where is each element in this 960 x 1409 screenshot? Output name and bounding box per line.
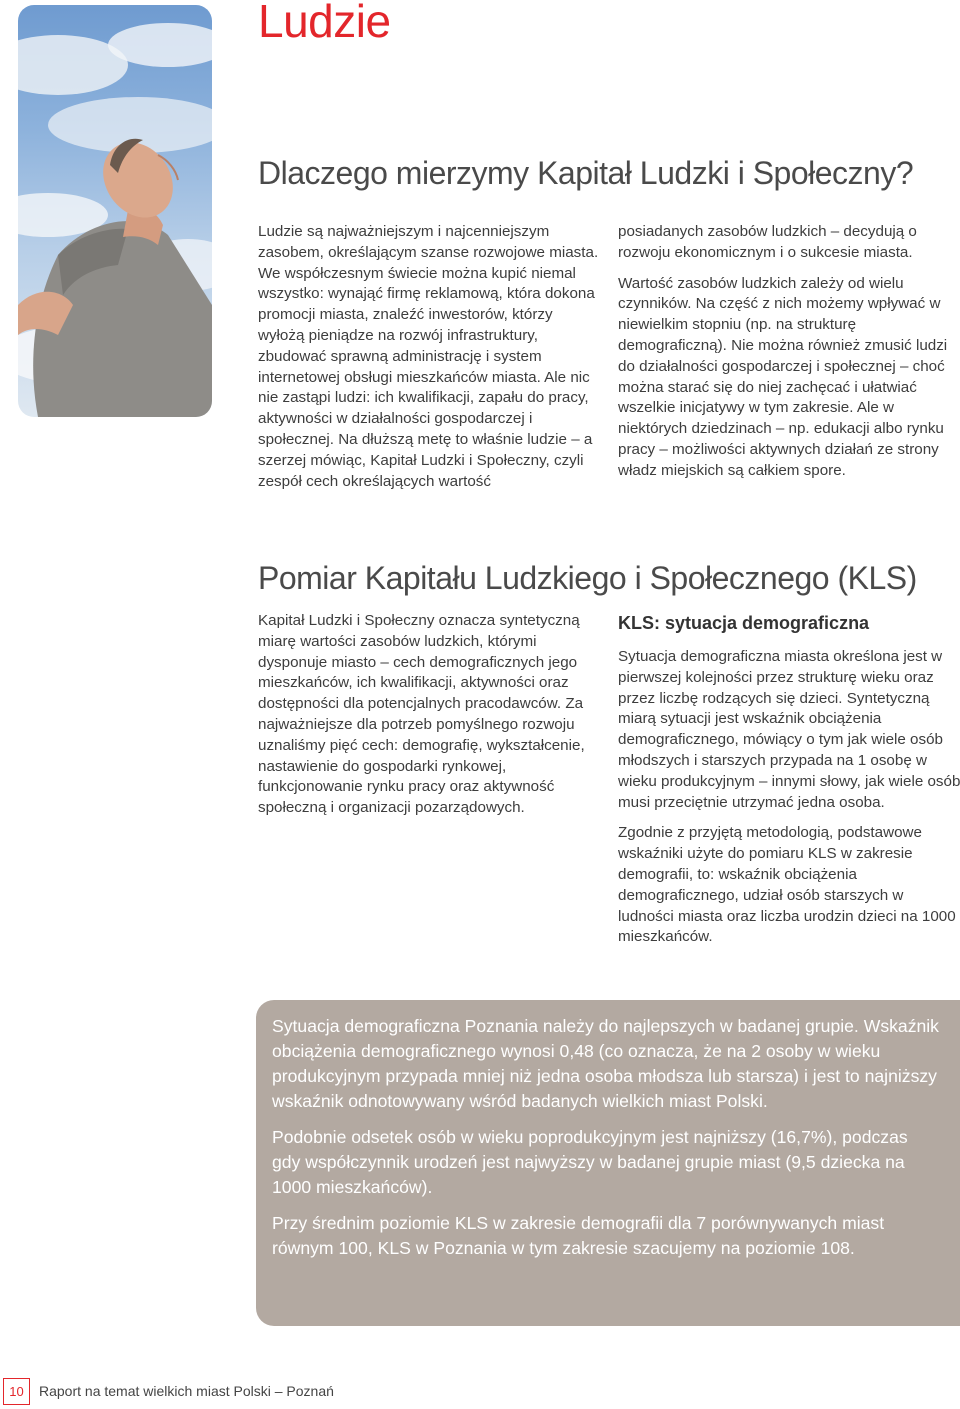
summary-paragraph-3: Przy średnim poziomie KLS w zakresie demografii dla 7 porównywanych miast równym 100, KLS w Poznania w tym zakresie szacujemy na poziomie 108. — [272, 1213, 885, 1258]
pomiar-right-column — [618, 611, 960, 958]
summary-box — [256, 1000, 960, 1326]
kls-heading: KLS: sytuacja demograficzna — [618, 613, 870, 633]
dlaczego-left-column — [258, 222, 603, 502]
summary-paragraph-1: Sytuacja demograficzna Poznania należy do najlepszych w badanej grupie. Wskaźnik obciążenia demograficznego wynosi 0,48 (co oznacza, że na 2 osoby w wieku produkcyjnym przypada mniej niż jedna osoba młodsza lub starsza) i jest to najniższy wskaźnik odnotowywany wśród badanych wielkich miast Polski. — [272, 1016, 939, 1111]
section-title: Ludzie — [258, 0, 391, 47]
kls-paragraph-2: Zgodnie z przyjętą metodologią, podstawowe wskaźniki użyte do pomiaru KLS w zakresie demografii, to: wskaźnik obciążenia demograficznego, udział osób starszych w ludności miasta oraz liczba urodzin dzieci na 1000 mieszkańców. — [618, 824, 956, 946]
kls-paragraph-1: Sytuacja demograficzna miasta określona jest w pierwszej kolejności przez strukturę wieku oraz przez liczbę rodzących się dzieci. Syntetyczną miarą sytuacji jest wskaźnik obciążenia demograficznego, mówiący o tym jak wiele osób młodszych i starszych przypada na 1 osobę w wieku produkcyjnym – innymi słowy, jak wiele osób musi przeciętnie utrzymać jedna osoba. — [618, 648, 960, 811]
dlaczego-right-column — [618, 222, 960, 492]
dlaczego-left-text: Ludzie są najważniejszym i najcenniejszym zasobem, określającym szanse rozwojowe miasta. We współczesnym świecie można kupić niemal wszystko: wynająć firmę reklamową, która dokona promocji miasta, znaleźć inwestorów, którzy wyłożą pieniądze na rozwój infrastruktury, zbudować sprawną administrację i system internetowej obsługi mieszkańców miasta. Ale nic nie zastąpi ludzi: ich kwalifikacji, zapału do pracy, aktywności w działalności gospodarczej i społecznej. Na dłuższą metę to właśnie ludzie – a szerzej mówiąc, Kapitał Ludzki i Społeczny, czyli zespół cech określających wartość — [258, 223, 599, 490]
photo-illustration — [18, 5, 212, 417]
footer-title: Raport na temat wielkich miast Polski – Poznań — [39, 1383, 334, 1399]
page-number: 10 — [3, 1378, 30, 1405]
dlaczego-right-paragraph-2: Wartość zasobów ludzkich zależy od wielu czynników. Na część z nich możemy wpływać w niewielkim stopniu (np. na strukturę demograficzną). Nie można również zmusić ludzi do działalności gospodarczej i społecznej – choć można starać się do niej zachęcać i ułatwiać wszelkie inicjatywy w tym zakresie. Ale w niektórych dziedzinach – np. edukacji albo rynku pracy – możliwości aktywnych działań ze strony władz miejskich są całkiem spore. — [618, 274, 948, 479]
pomiar-left-text: Kapitał Ludzki i Społeczny oznacza syntetyczną miarę wartości zasobów ludzkich, którymi dysponuje miasto – cech demograficznych jego mieszkańców, ich kwalifikacji, aktywności oraz dostępności dla potencjalnych pracodawców. Za najważniejsze dla potrzeb pomyślnego rozwoju uznaliśmy pięć cech: demografię, wykształcenie, nastawienie do gospodarki rynkowej, funkcjonowanie rynku pracy oraz aktywność społeczną i organizacji pozarządowych. — [258, 612, 585, 817]
dlaczego-right-paragraph-1: posiadanych zasobów ludzkich – decydują o rozwoju ekonomicznym i o sukcesie miasta. — [618, 223, 917, 261]
header-photo — [18, 5, 212, 417]
heading-dlaczego: Dlaczego mierzymy Kapitał Ludzki i Społeczny? — [258, 155, 914, 191]
summary-paragraph-2: Podobnie odsetek osób w wieku poprodukcyjnym jest najniższy (16,7%), podczas gdy współczynnik urodzeń jest najwyższy w badanej grupie miast (9,5 dziecka na 1000 mieszkańców). — [272, 1127, 908, 1197]
heading-pomiar: Pomiar Kapitału Ludzkiego i Społecznego (KLS) — [258, 560, 917, 596]
pomiar-left-column — [258, 611, 603, 829]
